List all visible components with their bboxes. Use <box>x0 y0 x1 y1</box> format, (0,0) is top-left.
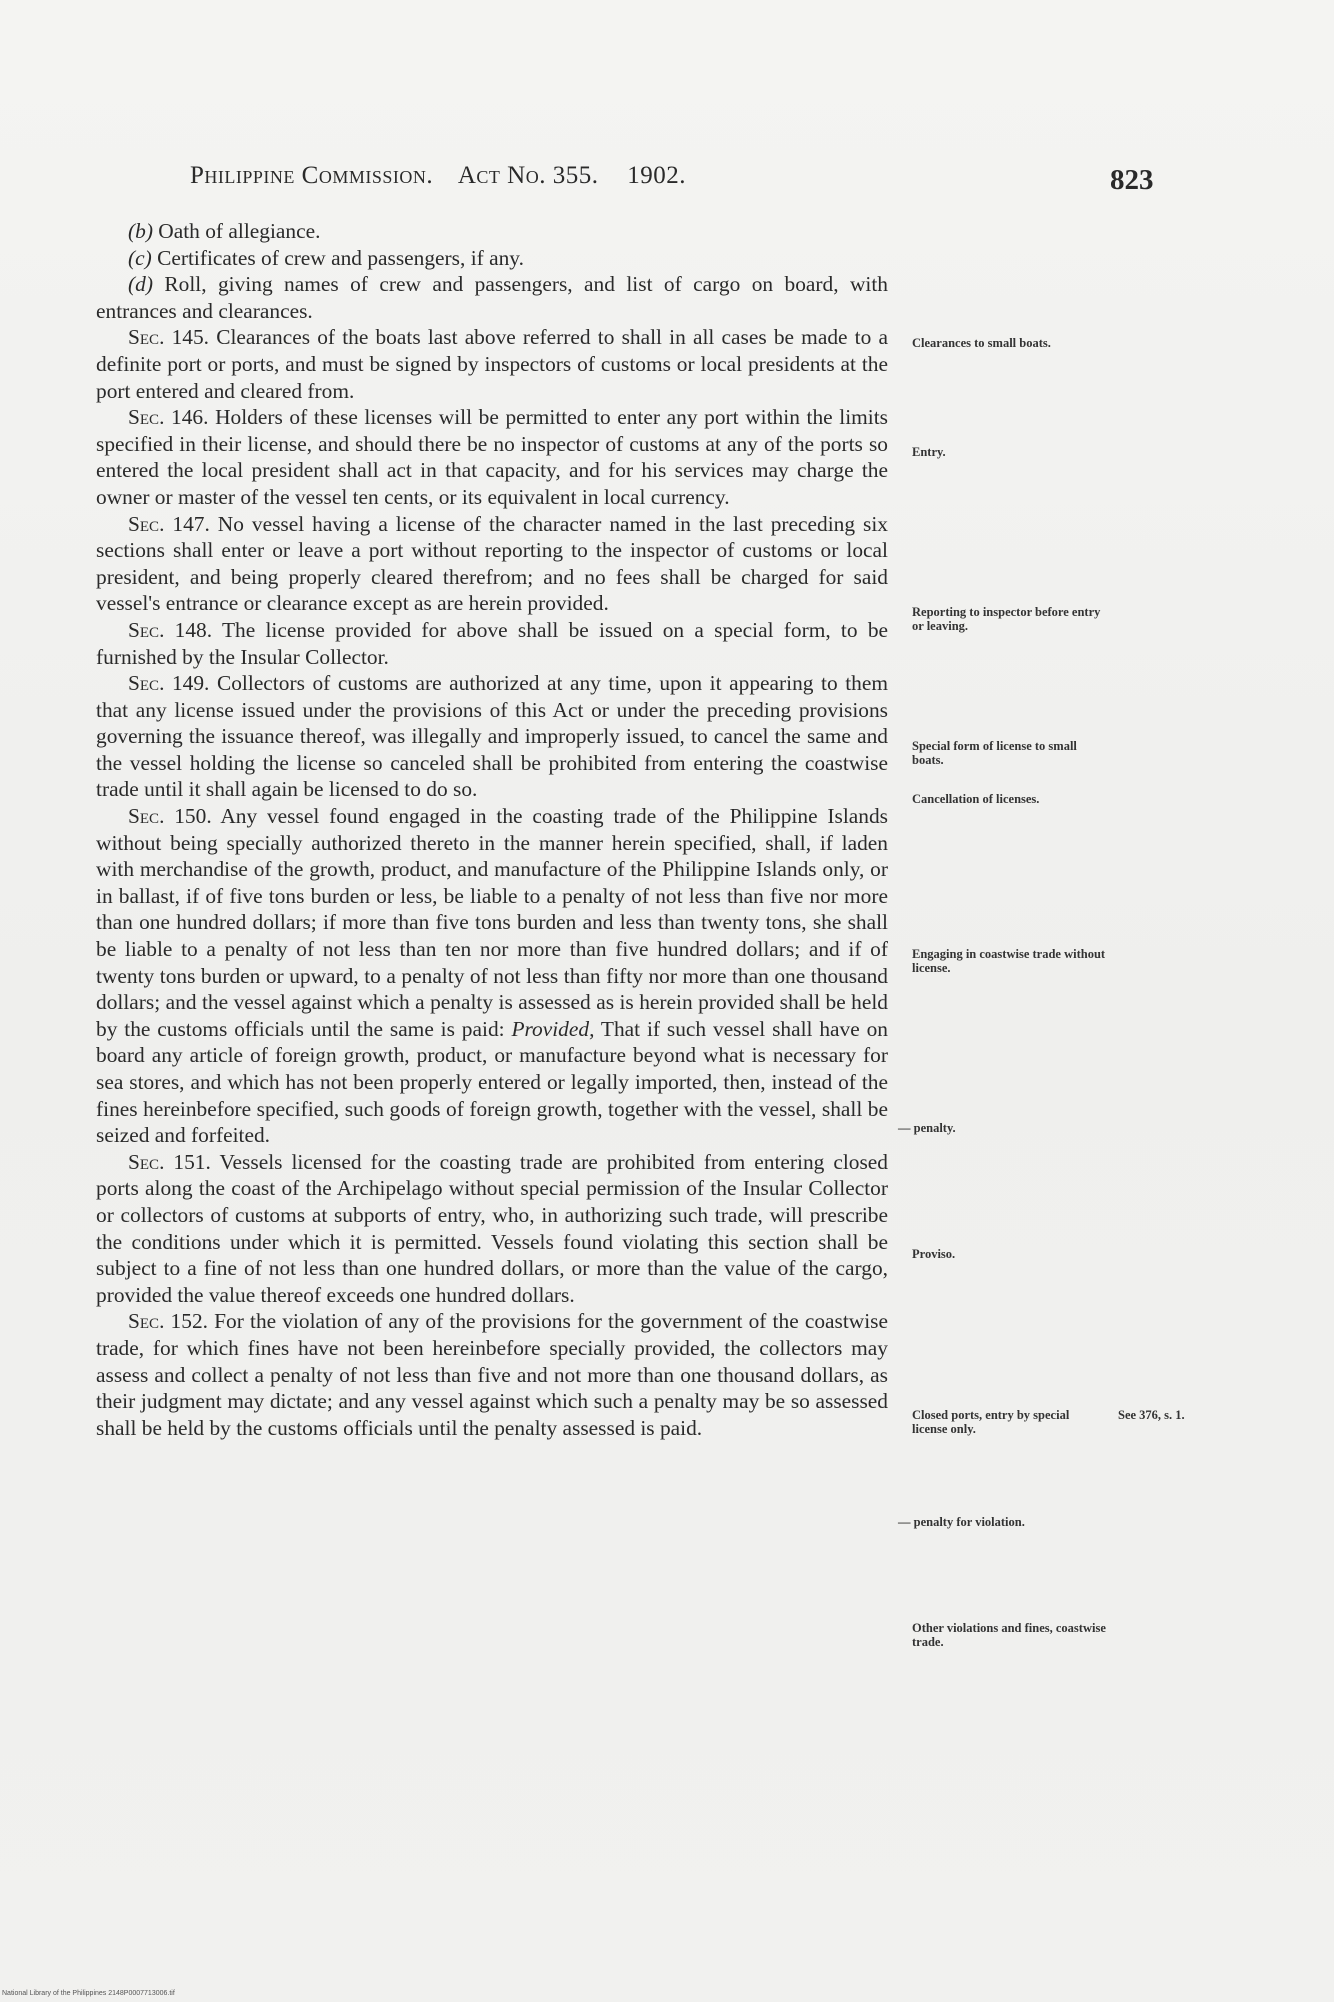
section-text: Any vessel found engaged in the coasting trade of the Philippine Islands without being specially authorized thereto in the manner herein specified, shall, if laden with merchandise of the growth, product, and manufacture of the Philippine Islands only, or in ballast, if of five tons burden or less, be liable to a penalty of not less than five nor more than one hundred dollars; if more than five tons burden and less than twenty tons, she shall be liable to a penalty of not less than ten nor more than five hundred dollars; and if of twenty tons burden or upward, to a penalty of not less than fifty nor more than one thousand dollars; and the vessel against which a penalty is assessed as is herein provided shall be held by the customs officials until the same is paid: Provided, That if such vessel shall have on board any article of foreign growth, product, or manufacture beyond what is necessary for sea stores, and which has not been properly entered or legally imported, then, instead of the fines hereinbefore specified, such goods of foreign growth, together with the vessel, shall be seized and forfeited. <box>96 804 888 1148</box>
margin-reference: See 376, s. 1. <box>1118 1408 1185 1422</box>
section-label: Sec. 149. <box>128 671 210 696</box>
section-text: For the violation of any of the provisions for the government of the coastwise trade, for which fines have not been hereinbefore specially provided, the collectors may assess and collect a penalty of not less than five and not more than one thousand dollars, as their judgment may dictate; and any vessel against which such a penalty may be so assessed shall be held by the customs officials until the penalty assessed is paid. <box>96 1309 888 1440</box>
section-146 <box>96 404 888 510</box>
margin-note-reporting: Reporting to inspector before entry or leaving. <box>912 605 1101 633</box>
section-text: Clearances of the boats last above referred to shall in all cases be made to a definite port or ports, and must be signed by inspectors of customs or local presidents at the port entered and cleared from. <box>96 325 888 403</box>
margin-note-penalty-violation: — penalty for violation. <box>898 1515 1025 1529</box>
section-145 <box>96 324 888 404</box>
section-label: Sec. 152. <box>128 1309 208 1334</box>
section-151 <box>96 1149 888 1309</box>
section-147 <box>96 511 888 617</box>
margin-note-clearances: Clearances to small boats. <box>912 336 1051 350</box>
section-label: Sec. 148. <box>128 617 213 642</box>
margin-note-special-form: Special form of license to small boats. <box>912 739 1077 767</box>
paragraph-b <box>96 218 888 245</box>
section-148 <box>96 617 888 670</box>
paragraph-text: (b) Oath of allegiance. <box>128 219 321 243</box>
section-label: Sec. 150. <box>128 804 212 829</box>
margin-note-closed-ports: Closed ports, entry by special license only. <box>912 1408 1070 1436</box>
section-text: The license provided for above shall be issued on a special form, to be furnished by the Insular Collector. <box>96 617 889 669</box>
section-149 <box>96 670 888 803</box>
header-act: Act No. 355. <box>457 162 599 189</box>
paragraph-c <box>96 245 888 272</box>
margin-note-other-violations: Other violations and fines, coastwise trade. <box>912 1621 1106 1649</box>
section-label: Sec. 145. <box>128 325 210 350</box>
page-number: 823 <box>1110 164 1154 196</box>
paragraph-text: (d) Roll, giving names of crew and passengers, and list of cargo on board, with entrances and clearances. <box>96 272 888 323</box>
section-text: Holders of these licenses will be permitted to enter any port within the limits specified in their license, and should there be no inspector of customs at any of the ports so entered the local president shall act in that capacity, and for his services may charge the owner or master of the vessel ten cents, or its equivalent in local currency. <box>96 405 888 509</box>
section-label: Sec. 151. <box>128 1149 211 1174</box>
scan-footer: National Library of the Philippines 2148P0007713006.tif <box>2 1990 175 1997</box>
section-text: Vessels licensed for the coasting trade are prohibited from entering closed ports along the coast of the Archipelago without special permission of the Insular Collector or collectors of customs at subports of entry, who, in authorizing such trade, will prescribe the conditions under which it is permitted. Vessels found violating this section shall be subject to a fine of not less than one hundred dollars, or more than the value of the cargo, provided the value thereof exceeds one hundred dollars. <box>96 1149 889 1307</box>
paragraph-d <box>96 271 888 324</box>
section-150 <box>96 803 888 1149</box>
margin-note-engaging: Engaging in coastwise trade without license. <box>912 947 1106 975</box>
margin-note-cancellation: Cancellation of licenses. <box>912 792 1040 806</box>
body-text <box>96 218 888 1441</box>
paragraph-text: (c) Certificates of crew and passengers, if any. <box>128 245 524 270</box>
margin-note-penalty: — penalty. <box>898 1121 956 1135</box>
margin-note-proviso: Proviso. <box>912 1247 956 1261</box>
section-label: Sec. 146. <box>128 405 209 430</box>
section-text: No vessel having a license of the character named in the last preceding six sections shall enter or leave a port without reporting to the inspector of customs or local president, and being properly cleared therefrom; and no fees shall be charged for said vessel's entrance or clearance except as are herein provided. <box>96 511 888 616</box>
section-label: Sec. 147. <box>128 511 210 536</box>
margin-note-entry: Entry. <box>912 445 946 459</box>
section-text: Collectors of customs are authorized at any time, upon it appearing to them that any license issued under the provisions of this Act or under the preceding provisions governing the issuance thereof, was illegally and improperly issued, to cancel the same and the vessel holding the license so canceled shall be prohibited from entering the coastwise trade until it shall again be licensed to do so. <box>96 671 888 802</box>
running-header <box>190 162 686 190</box>
section-152 <box>96 1308 888 1441</box>
header-title: Philippine Commission. <box>190 162 434 189</box>
header-year: 1902. <box>627 162 686 189</box>
